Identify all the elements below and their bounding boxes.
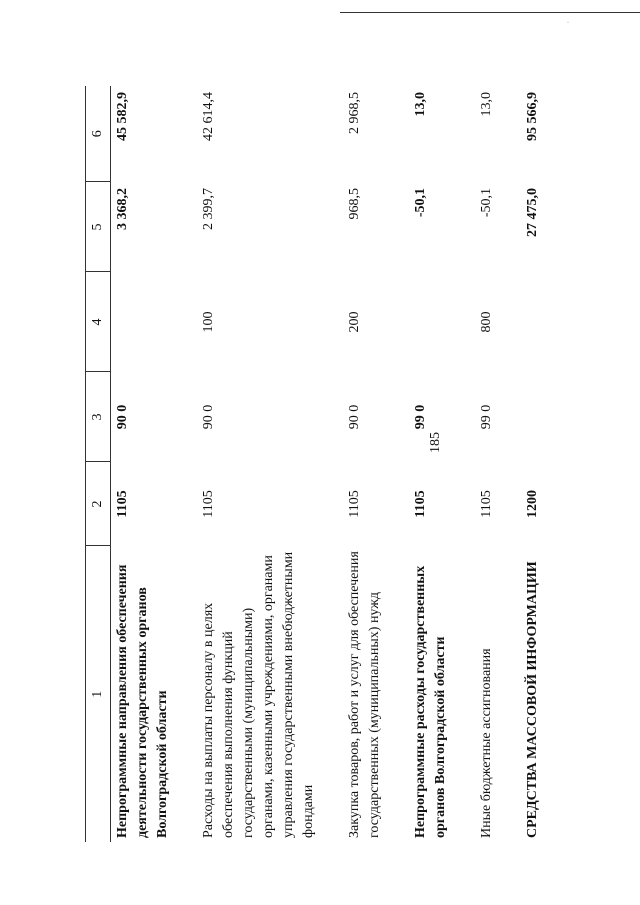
row-total: 42 614,4 [201, 92, 216, 141]
row-total: 45 582,9 [115, 92, 130, 141]
row-section: 1200 [525, 490, 540, 518]
column-header-1: 1 [86, 546, 111, 842]
scan-dot: · [567, 20, 569, 26]
row-change: 2 399,7 [201, 188, 216, 230]
table-row [387, 86, 453, 842]
column-header-5: 5 [86, 182, 111, 272]
row-section: 1105 [479, 490, 494, 518]
page-number: 185 [428, 432, 443, 453]
table-row [499, 86, 545, 842]
table-row [321, 86, 387, 842]
row-target [499, 372, 545, 462]
row-target: 90 0 [347, 404, 362, 430]
row-total: 13,0 [479, 92, 494, 117]
row-section: 1105 [413, 490, 428, 518]
column-header-3: 3 [86, 372, 111, 462]
row-target: 99 0 [413, 404, 428, 430]
row-target: 99 0 [479, 404, 494, 430]
row-section: 1105 [201, 490, 216, 518]
table-row [111, 86, 176, 842]
row-name: Расходы на выплаты персоналу в целях обеспечения выполнения функций государственными (муниципальными) органами, казенными учреждениями, органами управления государственными внебюджетными фондами [201, 551, 316, 838]
header-row [86, 86, 111, 842]
row-total: 13,0 [413, 92, 428, 117]
column-header-6: 6 [86, 86, 111, 182]
row-total: 95 566,9 [525, 92, 540, 141]
top-divider-line [340, 12, 640, 13]
row-change: 27 475,0 [525, 188, 540, 237]
row-expense-type: 800 [479, 311, 494, 333]
table-row [175, 86, 321, 842]
row-expense-type [387, 272, 453, 372]
row-expense-type: 100 [201, 311, 216, 333]
row-name: Закупка товаров, работ и услуг для обеспечения государственных (муниципальных) нужд [347, 551, 382, 838]
table-row [453, 86, 499, 842]
row-expense-type [111, 272, 176, 372]
row-section: 1105 [347, 490, 362, 518]
column-header-4: 4 [86, 272, 111, 372]
row-name: Непрограммные направления обеспечения деятельности государственных органов Волгоградской области [115, 564, 170, 838]
row-change: 968,5 [347, 188, 362, 220]
row-expense-type: 200 [347, 311, 362, 333]
row-total: 2 968,5 [347, 92, 362, 134]
row-name: Иные бюджетные ассигнования [479, 648, 494, 838]
budget-table [85, 86, 545, 842]
row-target: 90 0 [115, 404, 130, 430]
row-section: 1105 [115, 490, 130, 518]
row-target: 90 0 [201, 404, 216, 430]
column-header-2: 2 [86, 462, 111, 546]
rotated-table-container [85, 86, 545, 842]
row-name: СРЕДСТВА МАССОВОЙ ИНФОРМАЦИИ [525, 561, 540, 838]
row-expense-type [499, 272, 545, 372]
row-change: -50,1 [413, 188, 428, 218]
row-change: 3 368,2 [115, 188, 130, 230]
row-change: -50,1 [479, 188, 494, 218]
row-name: Непрограммные расходы государственных органов Волгоградской области [413, 565, 448, 838]
